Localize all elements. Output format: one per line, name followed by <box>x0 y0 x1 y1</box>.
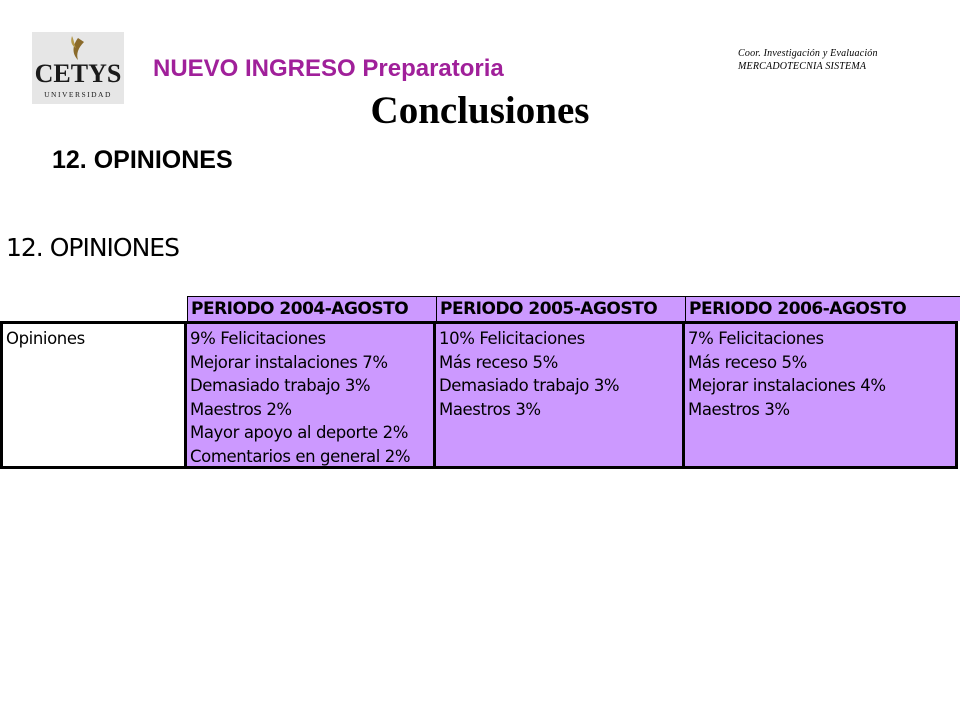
opinion-item: Mejorar instalaciones 4% <box>688 376 886 395</box>
period-header-2006: PERIODO 2006-AGOSTO <box>685 296 960 321</box>
opinion-item: Comentarios en general 2% <box>190 446 411 466</box>
period-header-2005: PERIODO 2005-AGOSTO <box>436 296 685 321</box>
opinion-item: Maestros 2% <box>190 399 292 419</box>
page-title: Conclusiones <box>370 89 590 132</box>
period-2005-cell <box>436 324 685 466</box>
opinion-item: Mejorar instalaciones 7% <box>190 352 388 372</box>
opinion-item: Demasiado trabajo 3% <box>439 376 620 395</box>
opinion-item: 10% Felicitaciones <box>439 329 585 348</box>
period-2004-cell <box>187 324 436 466</box>
table-heading: 12. OPINIONES <box>6 233 179 262</box>
opinion-item: Demasiado trabajo 3% <box>190 376 371 395</box>
opinion-item: Mayor apoyo al deporte 2% <box>190 423 408 442</box>
row-label-cell <box>3 324 187 466</box>
opinion-item: Más receso 5% <box>439 352 558 372</box>
logo-text: CETYS <box>34 59 122 88</box>
section-heading: 12. OPINIONES <box>52 146 233 174</box>
period-2006-cell <box>685 324 955 466</box>
opinion-item: Más receso 5% <box>688 352 807 372</box>
row-label: Opiniones <box>6 329 85 348</box>
opinions-table <box>0 321 958 469</box>
period-header-2004: PERIODO 2004-AGOSTO <box>187 296 436 321</box>
logo-subtext: UNIVERSIDAD <box>44 90 112 99</box>
opinion-item: Maestros 3% <box>688 399 790 419</box>
coordination-line-2: MERCADOTECNIA SISTEMA <box>738 61 867 72</box>
header-title: NUEVO INGRESO Preparatoria <box>153 55 504 82</box>
opinion-item: 7% Felicitaciones <box>688 329 824 348</box>
opinion-item: 9% Felicitaciones <box>190 329 326 348</box>
coordination-line-1: Coor. Investigación y Evaluación <box>738 48 878 59</box>
opinion-item: Maestros 3% <box>439 399 541 419</box>
coordination-note <box>738 47 878 73</box>
